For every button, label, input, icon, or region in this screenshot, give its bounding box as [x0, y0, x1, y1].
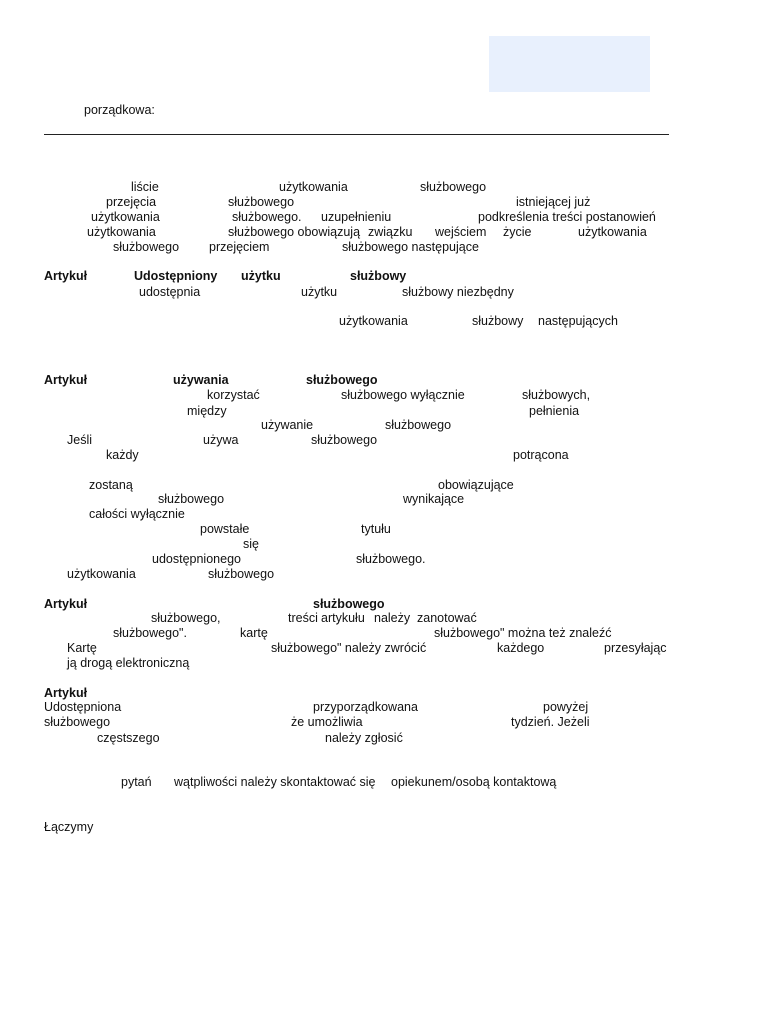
text-fragment: życie	[503, 225, 532, 239]
text-fragment: ją drogą elektroniczną	[67, 656, 190, 670]
article-2-heading: służbowego	[306, 373, 378, 387]
text-fragment: całości wyłącznie	[89, 507, 185, 521]
text-fragment: służbowego" należy zwrócić	[271, 641, 427, 655]
text-fragment: związku	[368, 225, 413, 239]
text-fragment: pełnienia	[529, 404, 580, 418]
text-fragment: każdy	[106, 448, 139, 462]
text-fragment: przejęcia	[106, 195, 157, 209]
text-fragment: służbowego".	[113, 626, 187, 640]
text-fragment: częstszego	[97, 731, 160, 745]
text-fragment: udostępnionego	[152, 552, 241, 566]
text-fragment: powstałe	[200, 522, 250, 536]
text-fragment: kartę	[240, 626, 268, 640]
text-fragment: używa	[203, 433, 239, 447]
text-fragment: służbowy niezbędny	[402, 285, 514, 299]
text-fragment: służbowego	[44, 715, 111, 729]
text-fragment: użytkowania	[279, 180, 348, 194]
text-fragment: każdego	[497, 641, 545, 655]
text-fragment: uzupełnieniu	[321, 210, 392, 224]
text-fragment: przyporządkowana	[313, 700, 418, 714]
article-1-heading: służbowy	[350, 269, 407, 283]
article-1-heading: Udostępniony	[134, 269, 218, 283]
text-fragment: korzystać	[207, 388, 260, 402]
text-fragment: pytań	[121, 775, 152, 789]
text-fragment: liście	[131, 180, 159, 194]
text-fragment: przejęciem	[209, 240, 270, 254]
article-3-heading: służbowego	[313, 597, 385, 611]
text-fragment: służbowego,	[151, 611, 221, 625]
text-fragment: służbowego	[311, 433, 378, 447]
text-fragment: Jeśli	[67, 433, 93, 447]
text-fragment: użytkowania	[67, 567, 136, 581]
text-fragment: przesyłając	[604, 641, 667, 655]
text-fragment: służbowego	[420, 180, 487, 194]
text-fragment: wątpliwości należy skontaktować się	[174, 775, 376, 789]
text-fragment: wejściem	[435, 225, 487, 239]
article-2-heading: używania	[173, 373, 229, 387]
text-fragment: należy	[374, 611, 411, 625]
text-fragment: tydzień. Jeżeli	[511, 715, 590, 729]
text-fragment: służbowego obowiązują	[228, 225, 361, 239]
text-fragment: się	[243, 537, 259, 551]
text-fragment: między	[187, 404, 227, 418]
text-fragment: służbowego	[228, 195, 295, 209]
text-fragment: opiekunem/osobą kontaktową	[391, 775, 557, 789]
logo-placeholder	[489, 36, 650, 92]
text-fragment: służbowy	[472, 314, 524, 328]
text-fragment: służbowego" można też znaleźć	[434, 626, 612, 640]
text-fragment: zostaną	[89, 478, 133, 492]
text-fragment: służbowego	[385, 418, 452, 432]
text-fragment: zanotować	[417, 611, 477, 625]
text-fragment: wynikające	[403, 492, 465, 506]
text-fragment: używanie	[261, 418, 314, 432]
text-fragment: istniejącej już	[516, 195, 591, 209]
text-fragment: użytkowania	[91, 210, 160, 224]
text-fragment: tytułu	[361, 522, 391, 536]
text-fragment: służbowego następujące	[342, 240, 479, 254]
text-fragment: udostępnia	[139, 285, 201, 299]
text-fragment: że umożliwia	[291, 715, 363, 729]
text-fragment: użytkowania	[339, 314, 408, 328]
text-fragment: służbowego	[113, 240, 180, 254]
text-fragment: powyżej	[543, 700, 589, 714]
text-fragment: służbowego wyłącznie	[341, 388, 465, 402]
article-2-heading: Artykuł	[44, 373, 88, 387]
text-fragment: Kartę	[67, 641, 97, 655]
text-fragment: służbowego	[158, 492, 225, 506]
closing-text: Łączymy	[44, 820, 94, 834]
article-1-heading: użytku	[241, 269, 281, 283]
header-divider	[44, 134, 669, 135]
text-fragment: potrącona	[513, 448, 569, 462]
text-fragment: użytkowania	[578, 225, 647, 239]
text-fragment: artykułu	[321, 611, 365, 625]
article-1-heading: Artykuł	[44, 269, 88, 283]
text-fragment: użytku	[301, 285, 338, 299]
text-fragment: podkreślenia treści postanowień	[478, 210, 656, 224]
numbering-label: porządkowa:	[84, 103, 155, 117]
text-fragment: użytkowania	[87, 225, 156, 239]
text-fragment: następujących	[538, 314, 618, 328]
text-fragment: należy zgłosić	[325, 731, 403, 745]
text-fragment: służbowych,	[522, 388, 591, 402]
text-fragment: obowiązujące	[438, 478, 514, 492]
text-fragment: służbowego.	[356, 552, 426, 566]
text-fragment: służbowego.	[232, 210, 302, 224]
article-4-heading: Artykuł	[44, 686, 88, 700]
text-fragment: treści	[288, 611, 318, 625]
article-3-heading: Artykuł	[44, 597, 88, 611]
text-fragment: służbowego	[208, 567, 275, 581]
text-fragment: Udostępniona	[44, 700, 122, 714]
